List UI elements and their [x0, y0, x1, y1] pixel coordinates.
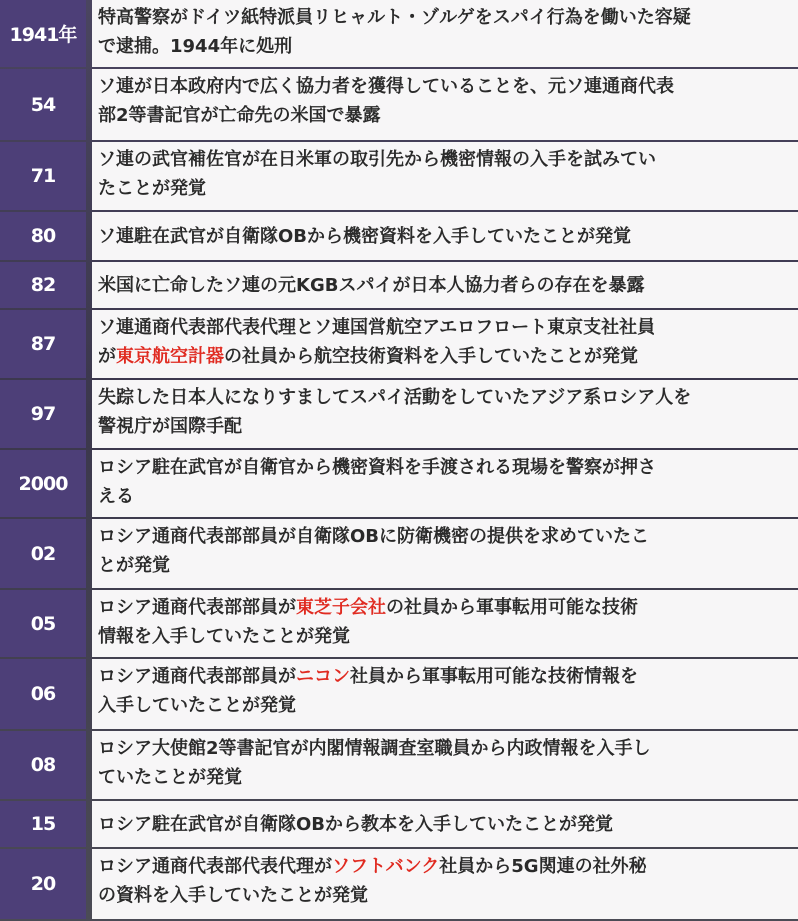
event-description [92, 212, 798, 260]
description-line [98, 763, 794, 792]
year-label: 71 [0, 142, 86, 210]
timeline-row [0, 519, 798, 588]
description-line [98, 145, 794, 174]
description-text: の社員から軍事転用可能な技術 [386, 597, 638, 618]
event-description [92, 731, 798, 799]
description-line [98, 551, 794, 580]
description-text: ロシア通商代表部部員が自衛隊OBに防衛機密の提供を求めていたこ [98, 526, 650, 547]
event-description [92, 69, 798, 140]
year-label: 20 [0, 849, 86, 919]
description-line [98, 881, 794, 910]
description-text: ロシア駐在武官が自衛隊OBから教本を入手していたことが発覚 [98, 813, 614, 835]
timeline-row [0, 380, 798, 448]
year-label: 06 [0, 659, 86, 729]
description-text: 情報を入手していたことが発覚 [98, 626, 350, 647]
description-text: ロシア通商代表部代表代理が [98, 856, 332, 877]
year-label: 15 [0, 801, 86, 847]
description-text: 入手していたことが発覚 [98, 695, 296, 716]
timeline-row [0, 590, 798, 657]
description-text: ソ連駐在武官が自衛隊OBから機密資料を入手していたことが発覚 [98, 225, 632, 247]
description-text: 警視庁が国際手配 [98, 416, 242, 437]
event-description [92, 849, 798, 919]
highlighted-company-name: ソフトバンク [332, 856, 440, 877]
event-description [92, 0, 798, 67]
description-line [98, 593, 794, 622]
description-line [98, 691, 794, 720]
description-text: で逮捕。1944年に処刑 [98, 36, 293, 57]
highlighted-company-name: 東芝子会社 [296, 597, 386, 618]
event-description [92, 310, 798, 378]
timeline-row [0, 731, 798, 799]
description-text: ていたことが発覚 [98, 767, 242, 788]
description-text: ソ連が日本政府内で広く協力者を獲得していることを、元ソ連通商代表 [98, 76, 674, 97]
description-text: 社員から軍事転用可能な技術情報を [350, 666, 638, 687]
timeline-row [0, 310, 798, 378]
description-line [98, 174, 794, 203]
description-text: 社員から5G関連の社外秘 [439, 856, 647, 877]
timeline-row [0, 801, 798, 847]
year-label: 97 [0, 380, 86, 448]
description-line [98, 383, 794, 412]
timeline-row [0, 142, 798, 210]
description-line [98, 622, 794, 651]
description-line [98, 3, 794, 32]
year-label: 02 [0, 519, 86, 588]
timeline-row [0, 659, 798, 729]
highlighted-company-name: ニコン [296, 666, 350, 687]
year-label: 54 [0, 69, 86, 140]
timeline-row [0, 450, 798, 517]
timeline-row [0, 212, 798, 260]
description-text: ロシア通商代表部部員が [98, 666, 296, 687]
description-line [98, 662, 794, 691]
description-line [98, 453, 794, 482]
highlighted-company-name: 東京航空計器 [116, 346, 224, 367]
event-description [92, 262, 798, 308]
event-description [92, 380, 798, 448]
description-text: ロシア駐在武官が自衛官から機密資料を手渡される現場を警察が押さ [98, 457, 656, 478]
description-line [98, 412, 794, 441]
event-description [92, 801, 798, 847]
event-description [92, 590, 798, 657]
timeline-row [0, 0, 798, 67]
description-line [98, 522, 794, 551]
description-text: の資料を入手していたことが発覚 [98, 885, 368, 906]
description-line [98, 101, 794, 130]
timeline-row [0, 69, 798, 140]
description-text: ロシア大使館2等書記官が内閣情報調査室職員から内政情報を入手し [98, 738, 651, 759]
description-text: ロシア通商代表部部員が [98, 597, 296, 618]
description-line [98, 810, 613, 839]
description-text: たことが発覚 [98, 178, 206, 199]
description-line [98, 271, 644, 300]
year-label: 1941年 [0, 0, 86, 67]
description-text: える [98, 486, 134, 507]
year-label: 80 [0, 212, 86, 260]
description-text: 米国に亡命したソ連の元KGBスパイが日本人協力者らの存在を暴露 [98, 274, 645, 296]
description-text: ソ連の武官補佐官が在日米軍の取引先から機密情報の入手を試みてい [98, 149, 656, 170]
timeline-row [0, 849, 798, 919]
description-line [98, 222, 631, 251]
event-description [92, 519, 798, 588]
description-line [98, 852, 794, 881]
description-text: 特高警察がドイツ紙特派員リヒャルト・ゾルゲをスパイ行為を働いた容疑 [98, 7, 691, 28]
year-label: 82 [0, 262, 86, 308]
description-line [98, 72, 794, 101]
description-line [98, 482, 794, 511]
year-label: 08 [0, 731, 86, 799]
description-line [98, 342, 794, 371]
event-description [92, 450, 798, 517]
description-text: 部2等書記官が亡命先の米国で暴露 [98, 105, 381, 126]
timeline-row [0, 262, 798, 308]
description-line [98, 313, 794, 342]
event-description [92, 142, 798, 210]
description-text: の社員から航空技術資料を入手していたことが発覚 [224, 346, 638, 367]
year-label: 05 [0, 590, 86, 657]
description-text: とが発覚 [98, 555, 170, 576]
event-description [92, 659, 798, 729]
description-text: 失踪した日本人になりすましてスパイ活動をしていたアジア系ロシア人を [98, 387, 692, 408]
year-label: 87 [0, 310, 86, 378]
description-text: が [98, 346, 116, 367]
description-line [98, 734, 794, 763]
description-line [98, 32, 794, 61]
description-text: ソ連通商代表部代表代理とソ連国営航空アエロフロート東京支社社員 [98, 317, 656, 338]
year-label: 2000 [0, 450, 86, 517]
